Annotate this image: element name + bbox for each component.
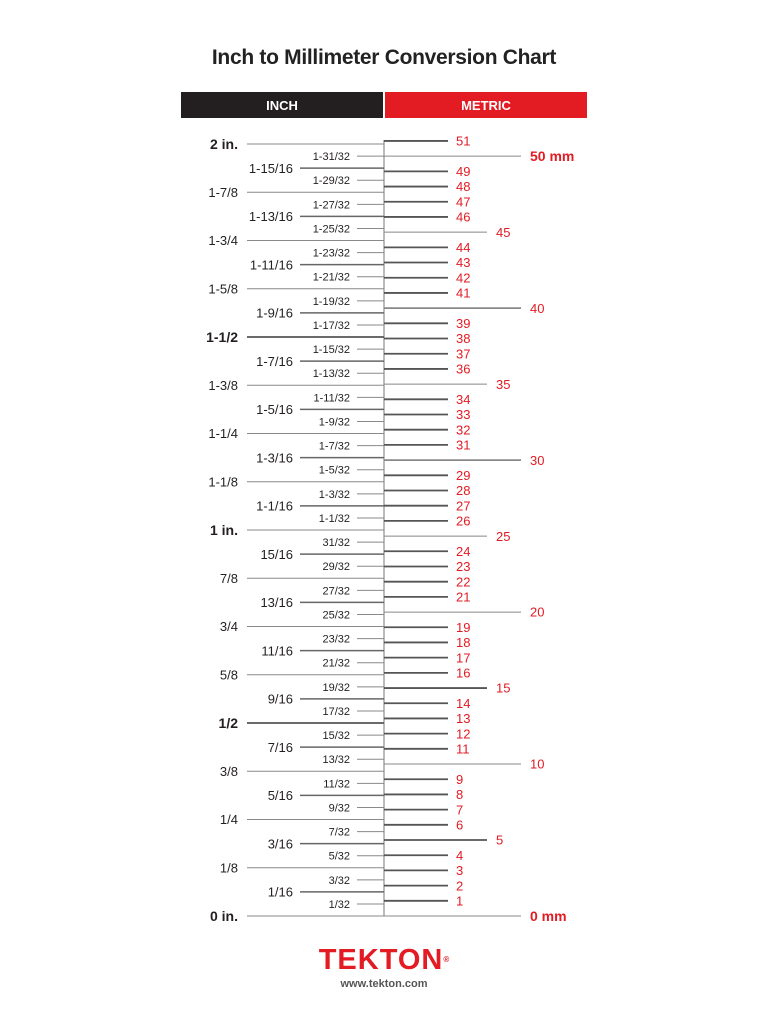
- inch-label: 1-1/8: [208, 474, 238, 490]
- mm-label: 14: [456, 695, 471, 711]
- mm-label: 26: [456, 513, 471, 529]
- mm-label: 38: [456, 331, 471, 347]
- mm-label: 19: [456, 619, 471, 635]
- mm-label: 2: [456, 878, 464, 894]
- mm-label: 28: [456, 483, 471, 499]
- inch-label: 15/16: [260, 546, 293, 562]
- mm-label: 11: [456, 741, 470, 757]
- inch-label: 1/2: [218, 715, 238, 732]
- mm-label: 16: [456, 665, 471, 681]
- inch-label: 1/32: [328, 898, 350, 911]
- inch-label: 1-9/16: [256, 305, 293, 321]
- mm-label: 36: [456, 361, 471, 377]
- mm-label: 42: [456, 270, 471, 286]
- mm-label: 4: [456, 847, 464, 863]
- tekton-logo: [0, 944, 768, 976]
- inch-label: 1-11/16: [249, 257, 293, 273]
- inch-label: 5/32: [328, 850, 350, 863]
- inch-label: 1-1/2: [206, 329, 238, 346]
- mm-label: 34: [456, 391, 471, 407]
- inch-label: 29/32: [322, 561, 350, 574]
- inch-label: 27/32: [322, 585, 350, 598]
- inch-label: 1-27/32: [312, 199, 350, 212]
- inch-label: 1-1/16: [256, 498, 293, 514]
- mm-label: 35: [496, 376, 511, 392]
- inch-label: 5/16: [267, 788, 293, 804]
- inch-label: 1-3/16: [256, 450, 293, 466]
- inch-label: 1-5/8: [208, 281, 238, 297]
- brand-name: TEKTON: [318, 944, 444, 976]
- inch-label: 17/32: [322, 705, 350, 718]
- inch-label: 1-7/32: [318, 440, 350, 453]
- inch-label: 1-13/32: [312, 368, 350, 381]
- mm-label: 37: [456, 346, 471, 362]
- inch-label: 21/32: [322, 657, 350, 670]
- mm-label: 49: [456, 164, 471, 180]
- inch-label: 1-15/32: [312, 344, 350, 357]
- mm-label: 40: [530, 300, 545, 316]
- mm-label: 23: [456, 559, 471, 575]
- inch-label: 11/32: [323, 778, 350, 791]
- inch-label: 13/16: [260, 595, 293, 611]
- inch-label: 11/16: [261, 643, 293, 659]
- inch-label: 1-1/32: [318, 512, 350, 525]
- inch-label: 9/32: [328, 802, 350, 815]
- mm-label: 8: [456, 787, 464, 803]
- inch-label: 3/4: [219, 619, 238, 635]
- inch-label: 1-23/32: [312, 247, 350, 260]
- inch-label: 1-25/32: [312, 223, 350, 236]
- mm-label: 17: [456, 650, 471, 666]
- inch-label: 31/32: [322, 537, 350, 550]
- inch-label: 1-5/32: [318, 464, 350, 477]
- website-link[interactable]: www.tekton.com: [340, 978, 428, 990]
- mm-label: 20: [530, 604, 545, 620]
- inch-label: 19/32: [322, 681, 350, 694]
- inch-label: 15/32: [322, 730, 350, 743]
- inch-label: 1-3/8: [208, 377, 238, 393]
- mm-label: 44: [456, 240, 471, 256]
- inch-label: 3/32: [328, 874, 350, 887]
- inch-label: 1/8: [219, 860, 238, 876]
- inch-label: 1-21/32: [312, 271, 350, 284]
- inch-label: 1-1/4: [208, 426, 238, 442]
- inch-label: 1-3/32: [318, 488, 350, 501]
- inch-label: 1-3/4: [208, 233, 238, 249]
- mm-label: 30: [530, 452, 545, 468]
- mm-label: 32: [456, 422, 471, 438]
- inch-label: 7/16: [267, 739, 293, 755]
- mm-label: 39: [456, 316, 471, 332]
- inch-label: 5/8: [219, 667, 238, 683]
- mm-label: 31: [456, 437, 471, 453]
- inch-label: 1-29/32: [312, 175, 350, 188]
- inch-column-header: INCH: [181, 92, 383, 118]
- mm-label: 33: [456, 407, 471, 423]
- mm-label: 9: [456, 771, 464, 787]
- inch-label: 7/8: [219, 570, 238, 586]
- inch-label: 0 in.: [209, 908, 238, 925]
- mm-label: 29: [456, 467, 471, 483]
- inch-label: 1/4: [219, 812, 238, 828]
- mm-label: 18: [456, 635, 471, 651]
- mm-label: 15: [496, 680, 511, 696]
- mm-label: 21: [456, 589, 471, 605]
- inch-label: 23/32: [322, 633, 350, 646]
- mm-label: 41: [456, 285, 471, 301]
- mm-label: 6: [456, 817, 464, 833]
- mm-label: 0 mm: [530, 908, 567, 925]
- mm-label: 46: [456, 209, 471, 225]
- mm-label: 3: [456, 863, 464, 879]
- mm-label: 27: [456, 498, 471, 514]
- registered-mark: ®: [443, 955, 450, 964]
- inch-label: 1-13/16: [248, 209, 293, 225]
- inch-label: 1/16: [267, 884, 293, 900]
- inch-label: 1-31/32: [312, 151, 350, 164]
- inch-label: 7/32: [328, 826, 350, 839]
- inch-label: 1-7/8: [208, 184, 238, 200]
- mm-label: 51: [456, 133, 471, 149]
- inch-label: 1-11/32: [313, 392, 350, 405]
- inch-label: 1-15/16: [248, 160, 293, 176]
- inch-label: 1 in.: [209, 522, 238, 539]
- mm-label: 25: [496, 528, 511, 544]
- page-title: Inch to Millimeter Conversion Chart: [211, 46, 557, 69]
- inch-label: 2 in.: [209, 136, 238, 153]
- mm-label: 10: [530, 756, 545, 772]
- mm-label: 22: [456, 574, 471, 590]
- inch-label: 9/16: [267, 691, 293, 707]
- inch-label: 3/16: [267, 836, 293, 852]
- inch-label: 25/32: [322, 609, 350, 622]
- mm-label: 48: [456, 179, 471, 195]
- inch-label: 1-5/16: [256, 402, 293, 418]
- mm-label: 45: [496, 224, 511, 240]
- inch-label: 1-9/32: [318, 416, 350, 429]
- mm-label: 5: [496, 832, 504, 848]
- mm-label: 47: [456, 194, 471, 210]
- mm-label: 12: [456, 726, 471, 742]
- metric-column-header: METRIC: [385, 92, 587, 118]
- mm-label: 50 mm: [530, 148, 575, 165]
- inch-label: 13/32: [322, 754, 350, 767]
- mm-label: 24: [456, 543, 471, 559]
- mm-label: 43: [456, 255, 471, 271]
- inch-label: 3/8: [219, 763, 238, 779]
- mm-label: 7: [456, 802, 464, 818]
- mm-label: 13: [456, 711, 471, 727]
- inch-label: 1-7/16: [256, 353, 293, 369]
- inch-label: 1-19/32: [312, 295, 350, 308]
- mm-label: 1: [456, 893, 464, 909]
- inch-label: 1-17/32: [312, 319, 350, 332]
